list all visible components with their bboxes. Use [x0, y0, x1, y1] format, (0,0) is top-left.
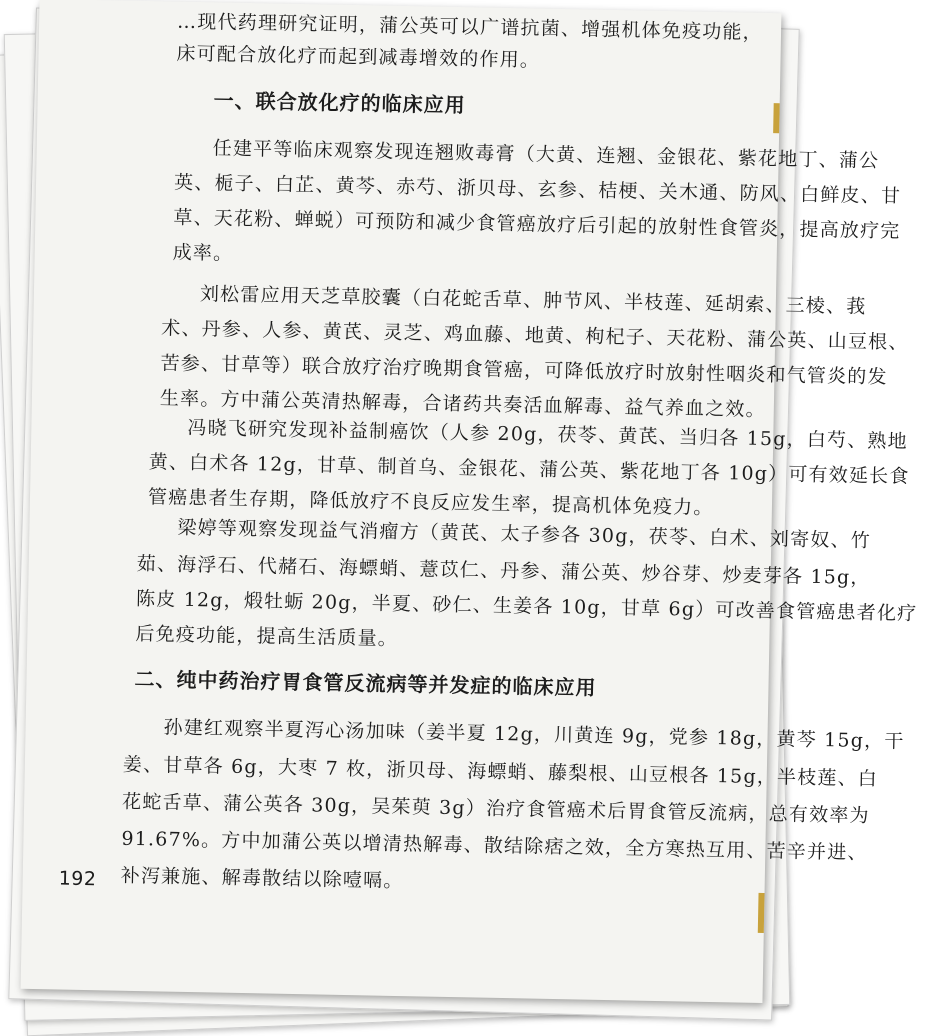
book-page — [21, 0, 918, 1003]
text-line: 茹、海浮石、代赭石、海螵蛸、薏苡仁、丹参、蒲公英、炒谷芽、炒麦芽各 15g， — [136, 552, 871, 590]
text-line: 梁婷等观察发现益气消瘤方（黄芪、太子参各 30g，茯苓、白术、刘寄奴、竹 — [177, 516, 872, 553]
text-line: 刘松雷应用天芝草胶囊（白花蛇舌草、肿节风、半枝莲、延胡索、三棱、莪 — [199, 283, 867, 318]
text-line: 孙建红观察半夏泻心汤加味（姜半夏 12g，川黄连 9g，党参 18g，黄芩 15g，干 — [163, 716, 905, 753]
text-line: 姜、甘草各 6g，大枣 7 枚，浙贝母、海螵蛸、藤梨根、山豆根各 15g，半枝莲、白 — [122, 753, 879, 791]
text-line: 床可配合放化疗而起到减毒增效的作用。 — [176, 42, 541, 72]
page-number: 192 — [58, 867, 97, 891]
text-line: 生率。方中蒲公英清热解毒，合诸药共奏活血解毒、益气养血之效。 — [159, 387, 767, 421]
page-text — [120, 1, 918, 893]
text-line: 后免疫功能，提高生活质量。 — [135, 622, 399, 650]
section-heading: 二、纯中药治疗胃食管反流病等并发症的临床应用 — [134, 666, 597, 700]
text-line: 花蛇舌草、蒲公英各 30g，吴茱萸 3g）治疗食管癌术后胃食管反流病，总有效率为 — [121, 790, 870, 828]
text-line: 黄、白术各 12g，甘草、制首乌、金银花、蒲公英、紫花地丁各 10g）可有效延长食 — [148, 451, 910, 488]
text-line: 草、天花粉、蝉蜕）可预防和减少食管癌放疗后引起的放射性食管炎，提高放疗完 — [173, 206, 901, 243]
text-line: 苦参、甘草等）联合放疗治疗晚期食管癌，可降低放疗时放射性咽炎和气管炎的发 — [160, 352, 888, 389]
text-line: 成率。 — [172, 241, 234, 265]
edge-tab — [758, 893, 765, 933]
text-line: …现代药理研究证明，蒲公英可以广谱抗菌、增强机体免疫功能， — [176, 10, 764, 44]
text-line: 英、栀子、白芷、黄芩、赤芍、浙贝母、玄参、桔梗、关木通、防风、白鲜皮、甘 — [173, 171, 902, 208]
text-line: 管癌患者生存期，降低放疗不良反应发生率，提高机体免疫力。 — [147, 486, 714, 519]
text-line: 术、丹参、人参、黄芪、灵芝、鸡血藤、地黄、枸杞子、天花粉、蒲公英、山豆根、 — [161, 317, 909, 354]
text-line: 冯晓飞研究发现补益制癌饮（人参 20g，茯苓、黄芪、当归各 15g，白芍、熟地 — [187, 416, 909, 453]
section-heading: 一、联合放化疗的临床应用 — [213, 88, 466, 118]
text-line: 91.67%。方中加蒲公英以增清热解毒、散结除痞之效，全方寒热互用、苦辛并进、 — [121, 827, 868, 865]
text-line: 补泻兼施、解毒散结以除噎嗝。 — [120, 864, 404, 893]
text-line: 任建平等临床观察发现连翘败毒膏（大黄、连翘、金银花、紫花地丁、蒲公 — [212, 137, 880, 173]
text-line: 陈皮 12g，煅牡蛎 20g，半夏、砂仁、生姜各 10g，甘草 6g）可改善食管癌患者化疗 — [135, 587, 918, 625]
edge-tab — [773, 103, 780, 133]
